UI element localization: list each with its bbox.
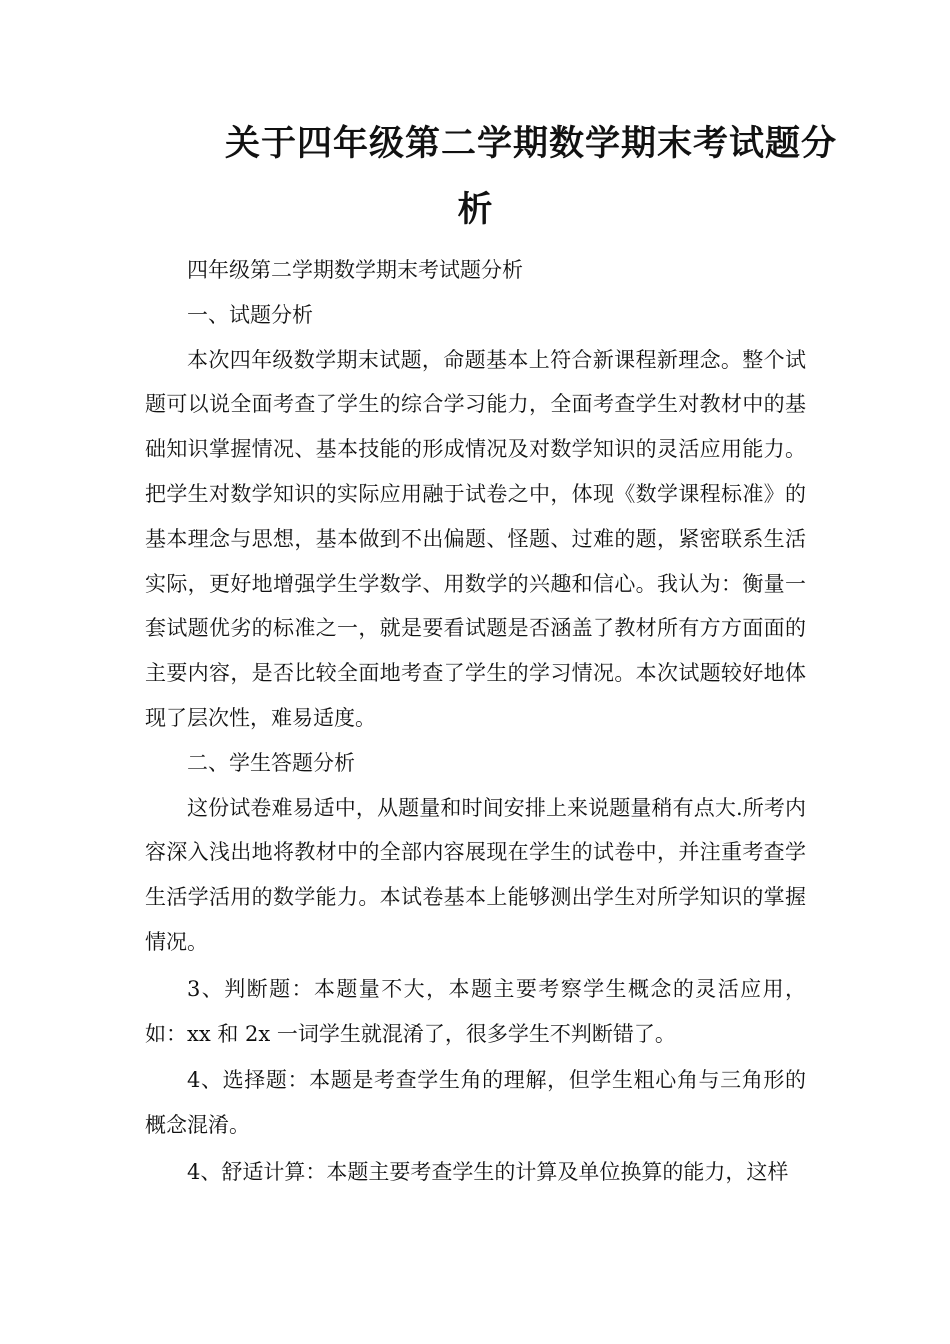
paragraph-student-analysis: 这份试卷难易适中，从题量和时间安排上来说题量稍有点大.所考内容深入浅出地将教材中的全部内容展现在学生的试卷中，并注重考查学生活学活用的数学能力。本试卷基本上能够测出学生对所学知识的掌握情况。 xyxy=(145,795,806,954)
document-body xyxy=(145,248,806,1195)
paragraph-judgement: 3、判断题：本题量不大，本题主要考察学生概念的灵活应用，如：xx 和 2x 一词学生就混淆了，很多学生不判断错了。 xyxy=(145,976,806,1046)
paragraph-calculation: 4、舒适计算：本题主要考查学生的计算及单位换算的能力，这样 xyxy=(187,1159,789,1184)
document-title xyxy=(145,112,838,242)
section-heading-2: 二、学生答题分析 xyxy=(187,750,355,775)
title-line-2: 析 xyxy=(457,189,494,230)
section-heading-1: 一、试题分析 xyxy=(187,302,313,327)
title-line-1: 关于四年级第二学期数学期末考试题分 xyxy=(225,123,838,164)
paragraph-subtitle: 四年级第二学期数学期末考试题分析 xyxy=(187,258,523,282)
paragraph-choice: 4、选择题：本题是考查学生角的理解，但学生粗心角与三角形的概念混淆。 xyxy=(145,1068,806,1138)
paragraph-test-analysis: 本次四年级数学期末试题，命题基本上符合新课程新理念。整个试题可以说全面考查了学生的综合学习能力，全面考查学生对教材中的基础知识掌握情况、基本技能的形成情况及对数学知识的灵活应用能力。把学生对数学知识的实际应用融于试卷之中，体现《数学课程标准》的基本理念与思想，基本做到不出偏题、怪题、过难的题，紧密联系生活实际，更好地增强学生学数学、用数学的兴趣和信心。我认为：衡量一套试题优劣的标准之一，就是要看试题是否涵盖了教材所有方方面面的主要内容，是否比较全面地考查了学生的学习情况。本次试题较好地体现了层次性，难易适度。 xyxy=(145,347,806,730)
